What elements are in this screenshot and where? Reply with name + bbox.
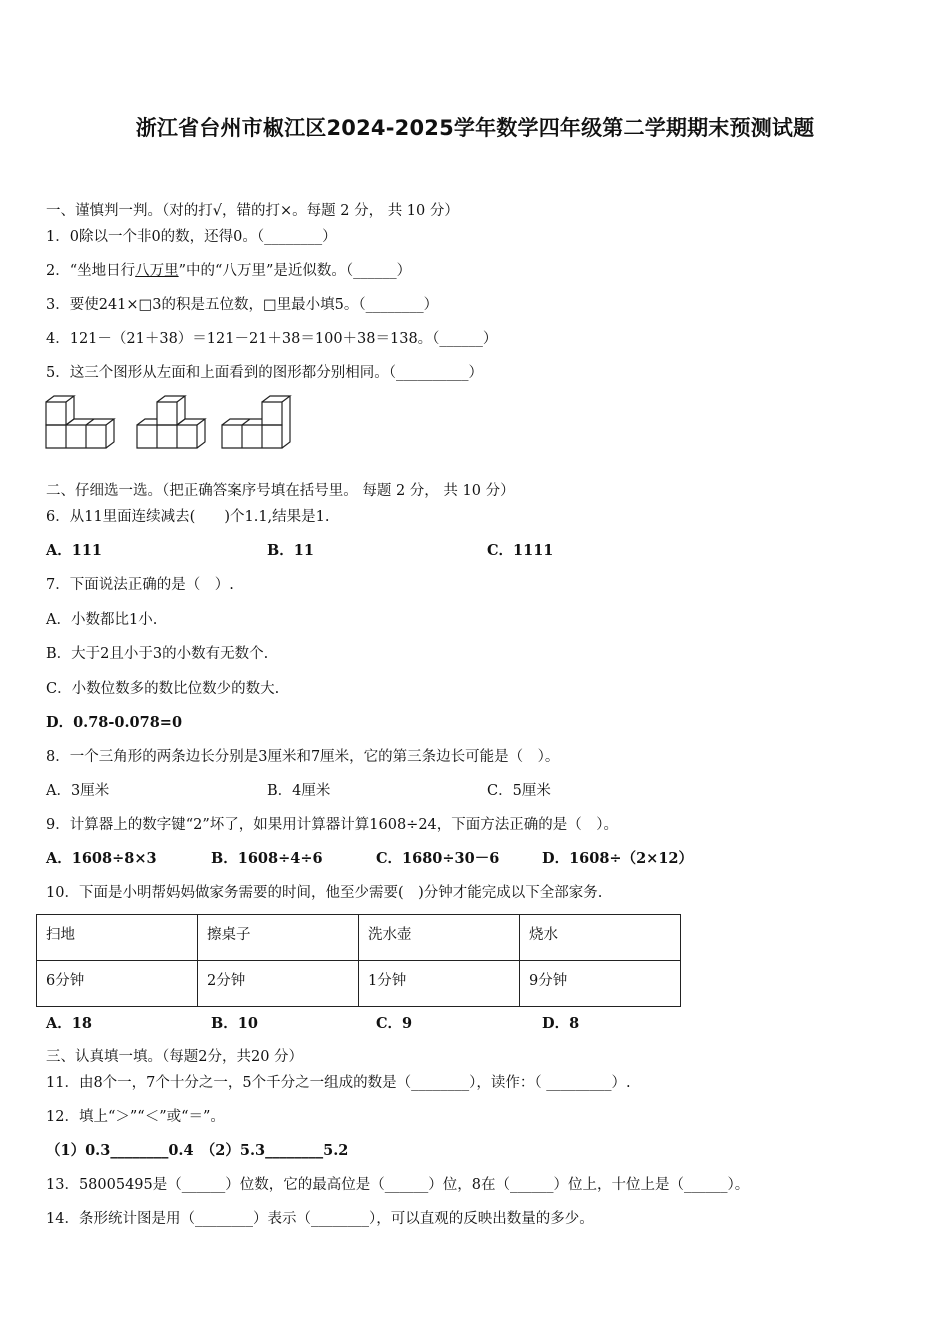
q8-option-b: B．4厘米 (267, 783, 331, 799)
question-2 (46, 261, 411, 281)
table-cell: 洗水壶 (359, 915, 520, 961)
q6-option-c: C．1111 (487, 542, 554, 559)
table-cell: 扫地 (37, 915, 198, 961)
q7-option-d: D．0.78-0.078=0 (46, 714, 183, 731)
chores-table (36, 914, 681, 1007)
table-cell: 6分钟 (37, 961, 198, 1007)
cube-figure-3 (222, 396, 290, 448)
question-11: 11．由8个一，7个十分之一，5个千分之一组成的数是（________），读作：（ _________）. (46, 1075, 631, 1091)
question-7: 7．下面说法正确的是（ ）. (46, 577, 234, 593)
q10-option-c: C．9 (376, 1015, 413, 1032)
table-row (37, 915, 681, 961)
question-8: 8．一个三角形的两条边长分别是3厘米和7厘米，它的第三条边长可能是（ ）。 (46, 749, 560, 765)
question-2-post: ”中的“八万里”是近似数。（______） (178, 263, 412, 279)
question-9: 9．计算器上的数字键“2”坏了，如果用计算器计算1608÷24，下面方法正确的是（ ）。 (46, 817, 619, 833)
section-1-heading: 一、谨慎判一判。（对的打√，错的打×。每题 2 分， 共 10 分） (46, 203, 459, 219)
cube-figures (44, 393, 300, 451)
q9-option-b: B．1608÷4÷6 (211, 850, 323, 867)
q10-option-a: A．18 (46, 1015, 92, 1032)
section-2-heading: 二、仔细选一选。（把正确答案序号填在括号里。 每题 2 分， 共 10 分） (46, 483, 515, 499)
question-2-underlined: 八万里 (135, 263, 179, 279)
table-cell: 1分钟 (359, 961, 520, 1007)
question-2-pre: 2．“坐地日行 (46, 263, 136, 279)
question-1: 1．0除以一个非0的数，还得0。（________） (46, 229, 337, 245)
question-6: 6．从11里面连续减去( )个1.1,结果是1. (46, 509, 330, 525)
q7-option-a: A．小数都比1小. (46, 612, 158, 628)
table-cell: 2分钟 (198, 961, 359, 1007)
question-14: 14．条形统计图是用（________）表示（________），可以直观的反映出数量的多少。 (46, 1211, 594, 1227)
table-cell: 烧水 (520, 915, 681, 961)
question-3: 3．要使241×□3的积是五位数，□里最小填5。（________） (46, 297, 439, 313)
question-4: 4．121－（21＋38）＝121－21＋38＝100＋38＝138。（______） (46, 331, 498, 347)
q7-option-c: C．小数位数多的数比位数少的数大. (46, 681, 280, 697)
question-13: 13．58005495是（______）位数，它的最高位是（______）位，8在（______）位上，十位上是（______）。 (46, 1177, 750, 1193)
table-cell: 9分钟 (520, 961, 681, 1007)
q8-option-a: A．3厘米 (46, 783, 110, 799)
question-10: 10．下面是小明帮妈妈做家务需要的时间，他至少需要( )分钟才能完成以下全部家务. (46, 885, 603, 901)
q10-option-b: B．10 (211, 1015, 258, 1032)
section-3-heading: 三、认真填一填。（每题2分，共20 分） (46, 1049, 304, 1065)
q10-option-d: D．8 (542, 1015, 580, 1032)
q9-option-c: C．1680÷30－6 (376, 850, 500, 867)
cube-figure-2 (137, 396, 205, 448)
table-cell: 擦桌子 (198, 915, 359, 961)
q6-option-b: B．11 (267, 542, 314, 559)
q9-option-a: A．1608÷8×3 (46, 850, 157, 867)
q6-option-a: A．111 (46, 542, 103, 559)
q8-option-c: C．5厘米 (487, 783, 551, 799)
question-5: 5．这三个图形从左面和上面看到的图形都分别相同。（__________） (46, 365, 483, 381)
table-row (37, 961, 681, 1007)
cube-figure-1 (46, 396, 114, 448)
question-12: 12．填上“＞”“＜”或“＝”。 (46, 1109, 225, 1125)
question-12-sub: （1）0.3________0.4 （2）5.3________5.2 (46, 1142, 349, 1159)
page-title: 浙江省台州市椒江区2024-2025学年数学四年级第二学期期末预测试题 (135, 116, 815, 140)
q7-option-b: B．大于2且小于3的小数有无数个. (46, 646, 269, 662)
q9-option-d: D．1608÷（2×12） (542, 850, 693, 867)
